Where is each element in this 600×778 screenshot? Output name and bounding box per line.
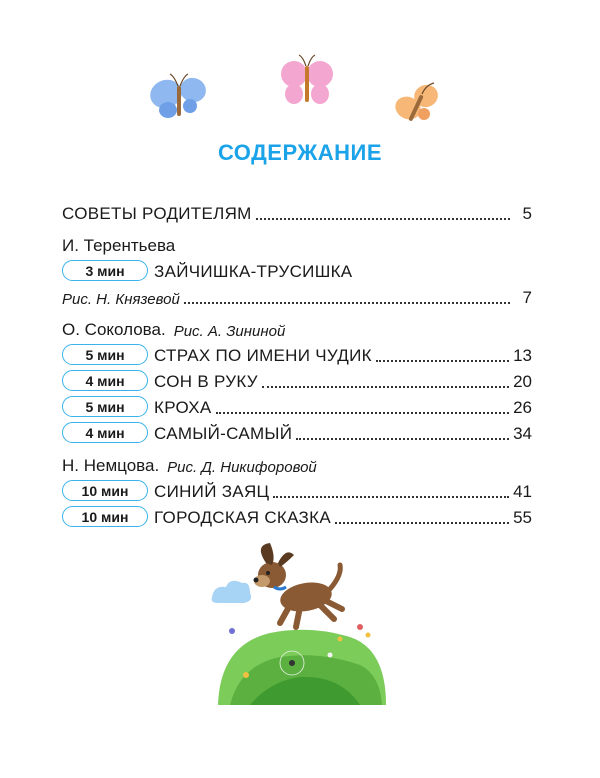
toc-entry-title: СИНИЙ ЗАЯЦ (154, 482, 270, 501)
reading-time-badge: 10 мин (62, 480, 148, 501)
toc-entry-title: ГОРОДСКАЯ СКАЗКА (154, 508, 331, 527)
section-author (62, 316, 532, 340)
illustrator-credit: Рис. А. Зининой (173, 323, 286, 340)
toc-entry-story[interactable] (62, 392, 532, 418)
leader-dots (296, 438, 509, 440)
toc-entry-story[interactable] (62, 502, 532, 528)
toc-entry-title: ЗАЙЧИШКА-ТРУСИШКА (154, 262, 353, 281)
toc-entry-story[interactable] (62, 340, 532, 366)
butterfly-pink-icon (277, 54, 337, 112)
leader-dots (184, 302, 510, 304)
butterflies-decoration (0, 50, 600, 140)
reading-time-badge: 10 мин (62, 506, 148, 527)
toc-entry-story[interactable] (62, 418, 532, 444)
table-of-contents (62, 198, 532, 528)
toc-page-number: 5 (522, 204, 532, 223)
butterfly-orange-icon (390, 80, 446, 128)
reading-time-badge: 3 мин (62, 260, 148, 281)
illustrator-credit: Рис. Д. Никифоровой (167, 459, 317, 476)
reading-time-badge: 4 мин (62, 370, 148, 391)
toc-page-number: 20 (513, 372, 532, 391)
reading-time-badge: 5 мин (62, 344, 148, 365)
toc-entry-title: СОВЕТЫ РОДИТЕЛЯМ (62, 204, 252, 223)
leader-dots (256, 218, 510, 220)
author-name: О. Соколова. (62, 320, 166, 339)
toc-entry-title: КРОХА (154, 398, 212, 417)
toc-entry-title: СОН В РУКУ (154, 372, 258, 391)
illustrator-credit: Рис. Н. Князевой (62, 291, 180, 308)
leader-dots (273, 496, 509, 498)
reading-time-badge: 4 мин (62, 422, 148, 443)
toc-page-number: 41 (513, 482, 532, 501)
toc-entry-illustrator[interactable] (62, 282, 532, 308)
section-author (62, 452, 532, 476)
author-name: Н. Немцова. (62, 456, 160, 475)
toc-entry-title: СТРАХ ПО ИМЕНИ ЧУДИК (154, 346, 372, 365)
toc-page-number: 34 (513, 424, 532, 443)
reading-time-badge: 5 мин (62, 396, 148, 417)
toc-entry-story[interactable] (62, 256, 532, 282)
toc-page-number: 13 (513, 346, 532, 365)
author-name: И. Терентьева (62, 236, 176, 255)
toc-entry-story[interactable] (62, 476, 532, 502)
toc-page-number: 55 (513, 508, 532, 527)
toc-page-number: 7 (522, 288, 532, 307)
toc-page-number: 26 (513, 398, 532, 417)
dog-meadow-illustration (210, 535, 390, 715)
leader-dots (376, 360, 509, 362)
leader-dots (335, 522, 509, 524)
page-title: СОДЕРЖАНИЕ (217, 140, 383, 165)
butterfly-blue-icon (146, 72, 212, 122)
toc-entry-title: САМЫЙ-САМЫЙ (154, 424, 293, 443)
toc-entry-intro[interactable] (62, 198, 532, 224)
leader-dots (262, 386, 509, 388)
leader-dots (216, 412, 510, 414)
section-author (62, 232, 532, 256)
toc-entry-story[interactable] (62, 366, 532, 392)
